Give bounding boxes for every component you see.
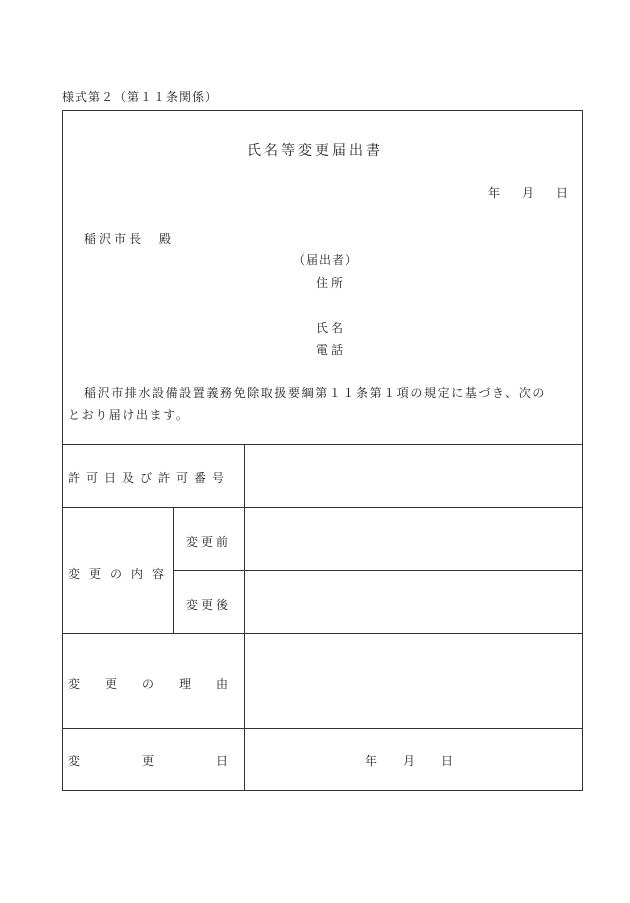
sublabel-column-divider: [173, 507, 174, 633]
date-line: [488, 184, 568, 201]
permit-input-area[interactable]: [245, 445, 582, 507]
body-text-line-2: とおり届け出ます。: [68, 408, 190, 422]
name-label: 氏名: [316, 321, 347, 335]
row-divider: [62, 728, 583, 729]
addressee: 稲沢市長 殿: [84, 232, 175, 246]
change-date-value: [365, 752, 453, 769]
change-date-month: 月: [403, 754, 416, 768]
body-text-line-1: 稲沢市排水設備設置義務免除取扱要綱第１１条第１項の規定に基づき、次の: [84, 386, 546, 400]
date-day: 日: [556, 186, 569, 200]
before-label: 変更前: [186, 535, 232, 549]
notifier-heading: （届出者）: [293, 253, 359, 267]
before-input-area[interactable]: [245, 508, 582, 570]
address-label: 住所: [316, 276, 347, 290]
permit-label: 許可日及び許可番号: [68, 471, 231, 485]
after-input-area[interactable]: [245, 571, 582, 633]
date-year: 年: [488, 186, 501, 200]
after-label: 変更後: [186, 598, 232, 612]
change-date-year: 年: [365, 754, 378, 768]
form-number-label: 様式第２（第１１条関係）: [62, 90, 219, 104]
change-date-label: 変更日: [68, 754, 291, 768]
document-title: 氏名等変更届出書: [247, 143, 383, 159]
reason-label: 変更の理由: [68, 677, 254, 691]
date-month: 月: [522, 186, 535, 200]
change-content-label: 変更の内容: [68, 567, 174, 581]
change-date-day: 日: [441, 754, 454, 768]
reason-input-area[interactable]: [245, 634, 582, 728]
phone-label: 電話: [316, 343, 347, 357]
